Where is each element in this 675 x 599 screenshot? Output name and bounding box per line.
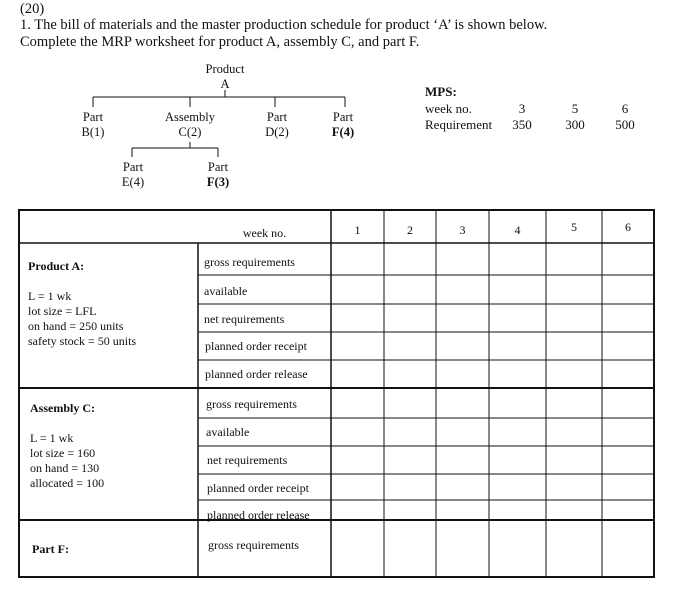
worksheet-week-cell: 4 [514, 223, 521, 237]
part-f-title: Part F: [32, 542, 69, 556]
points-label: (20) [20, 1, 45, 17]
bom-node-qty: F(3) [206, 175, 230, 189]
row-label: planned order release [207, 508, 310, 522]
bom-node-qty: D(2) [265, 125, 289, 139]
mps-requirement-cell: 500 [615, 117, 635, 132]
info-line: L = 1 wk [30, 431, 74, 445]
question-line-2: Complete the MRP worksheet for product A, assembly C, and part F. [20, 34, 420, 50]
bom-node-label: Assembly [165, 110, 215, 124]
mps-week-cell: 3 [518, 101, 526, 116]
assembly-c-info [30, 431, 104, 491]
question-line-1: 1. The bill of materials and the master production schedule for product ‘A’ is shown below. [20, 17, 548, 33]
row-label: planned order release [205, 367, 308, 381]
worksheet-week-cell: 3 [459, 223, 466, 237]
info-line: L = 1 wk [28, 289, 72, 303]
info-line: on hand = 250 units [28, 319, 124, 333]
bom-node-qty: C(2) [178, 125, 202, 139]
info-line: on hand = 130 [30, 461, 100, 475]
worksheet-week-cell: 6 [625, 220, 631, 234]
mps-week-label: week no. [425, 101, 472, 116]
row-label: available [204, 284, 248, 298]
worksheet-week-header: week no. [242, 226, 287, 240]
worksheet-week-cell: 5 [571, 220, 577, 234]
row-label: gross requirements [206, 397, 297, 411]
worksheet-week-cell: 2 [407, 223, 413, 237]
bom-node-label: Product [205, 62, 245, 76]
info-line: lot size = LFL [28, 304, 97, 318]
product-a-info [28, 289, 136, 349]
info-line: lot size = 160 [30, 446, 96, 460]
info-line: safety stock = 50 units [28, 334, 137, 348]
bom-node-label: Part [207, 160, 229, 174]
mps-requirement-label: Requirement [425, 117, 493, 132]
row-label: net requirements [207, 453, 288, 467]
mps-requirement-cell: 350 [512, 117, 532, 132]
bom-node-label: Part [332, 110, 354, 124]
bom-node-label: Part [266, 110, 288, 124]
bom-node-qty: F(4) [331, 125, 355, 139]
worksheet-week-cell: 1 [354, 223, 361, 237]
row-label: gross requirements [204, 255, 295, 269]
bom-node-qty: A [220, 77, 230, 91]
assembly-c-title: Assembly C: [30, 401, 95, 415]
row-label: planned order receipt [205, 339, 307, 353]
row-label: available [206, 425, 250, 439]
product-a-title: Product A: [28, 259, 85, 273]
row-label: net requirements [204, 312, 285, 326]
bom-node-qty: B(1) [81, 125, 105, 139]
bom-node-label: Part [82, 110, 104, 124]
row-label: planned order receipt [207, 481, 309, 495]
mps-week-cell: 6 [621, 101, 629, 116]
bom-node-qty: E(4) [121, 175, 145, 189]
mps-title: MPS: [425, 84, 457, 99]
info-line: allocated = 100 [30, 476, 105, 490]
mps-requirement-cell: 300 [565, 117, 585, 132]
bom-node-label: Part [122, 160, 144, 174]
mps-week-cell: 5 [571, 101, 579, 116]
row-label: gross requirements [208, 538, 299, 552]
